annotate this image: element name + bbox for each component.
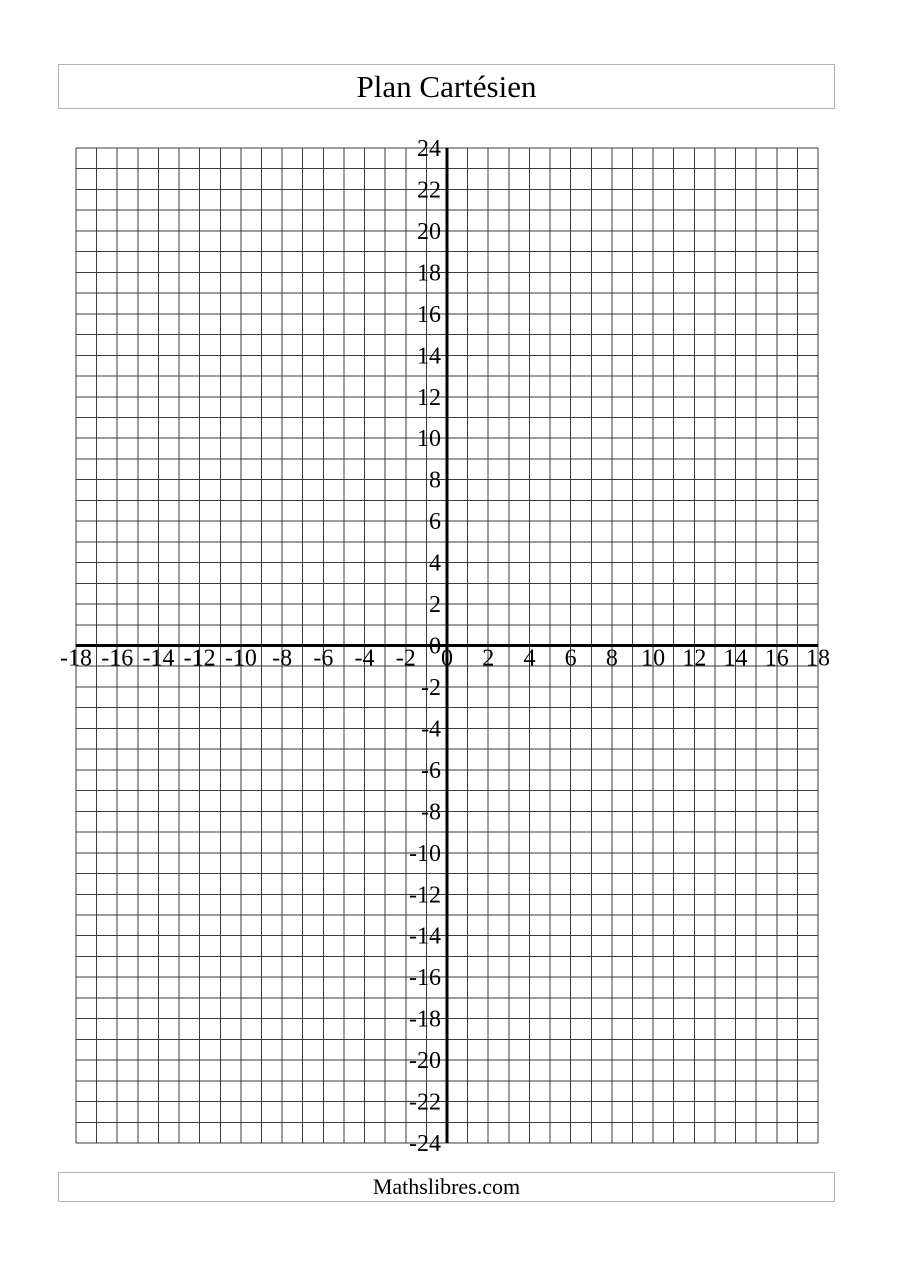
x-tick-label: 12 xyxy=(682,645,707,672)
y-tick-label: -8 xyxy=(421,799,441,826)
y-tick-label: 16 xyxy=(417,301,441,328)
x-tick-label: -2 xyxy=(395,645,416,672)
page-title: Plan Cartésien xyxy=(356,69,537,104)
x-tick-label: 6 xyxy=(564,645,577,672)
y-tick-label: -16 xyxy=(409,965,441,992)
y-tick-label: -18 xyxy=(409,1006,441,1033)
x-tick-label: -6 xyxy=(313,645,334,672)
y-tick-label: 20 xyxy=(417,218,441,245)
x-tick-label: -8 xyxy=(272,645,293,672)
y-tick-label: 22 xyxy=(417,177,441,204)
x-tick-label: -4 xyxy=(354,645,375,672)
y-tick-label: 10 xyxy=(417,426,441,453)
x-tick-label: -10 xyxy=(224,645,257,672)
y-tick-label: 2 xyxy=(429,592,441,619)
x-tick-label: -16 xyxy=(101,645,134,672)
x-tick-label: 10 xyxy=(641,645,666,672)
y-tick-label: -4 xyxy=(421,716,441,743)
x-tick-label: 4 xyxy=(523,645,536,672)
y-tick-label: -24 xyxy=(409,1131,441,1157)
y-tick-label: -14 xyxy=(409,923,441,950)
y-tick-label: 4 xyxy=(429,550,441,577)
y-tick-label: 12 xyxy=(417,384,441,411)
y-tick-label: -12 xyxy=(409,882,441,909)
y-tick-label: -6 xyxy=(421,757,441,784)
y-tick-label: 6 xyxy=(429,509,441,536)
x-tick-label: 16 xyxy=(764,645,789,672)
x-tick-label: 18 xyxy=(806,645,830,672)
x-tick-label: 8 xyxy=(605,645,618,672)
y-tick-label: 8 xyxy=(429,467,441,494)
x-tick-label: -14 xyxy=(142,645,175,672)
y-tick-label: -20 xyxy=(409,1048,441,1075)
footer-box xyxy=(58,1172,835,1202)
x-tick-label: 2 xyxy=(482,645,495,672)
y-tick-label: -22 xyxy=(409,1089,441,1116)
y-tick-label: 0 xyxy=(429,633,441,660)
y-tick-label: 14 xyxy=(417,343,441,370)
x-tick-label: -18 xyxy=(60,645,92,672)
x-tick-label: -12 xyxy=(183,645,216,672)
footer-text: Mathslibres.com xyxy=(372,1174,521,1199)
y-tick-label: -10 xyxy=(409,840,441,867)
y-tick-label: 24 xyxy=(417,136,441,162)
x-tick-label: 14 xyxy=(723,645,748,672)
y-tick-label: 18 xyxy=(417,260,441,287)
y-tick-label: -2 xyxy=(421,674,441,701)
x-tick-label: 0 xyxy=(441,645,453,672)
